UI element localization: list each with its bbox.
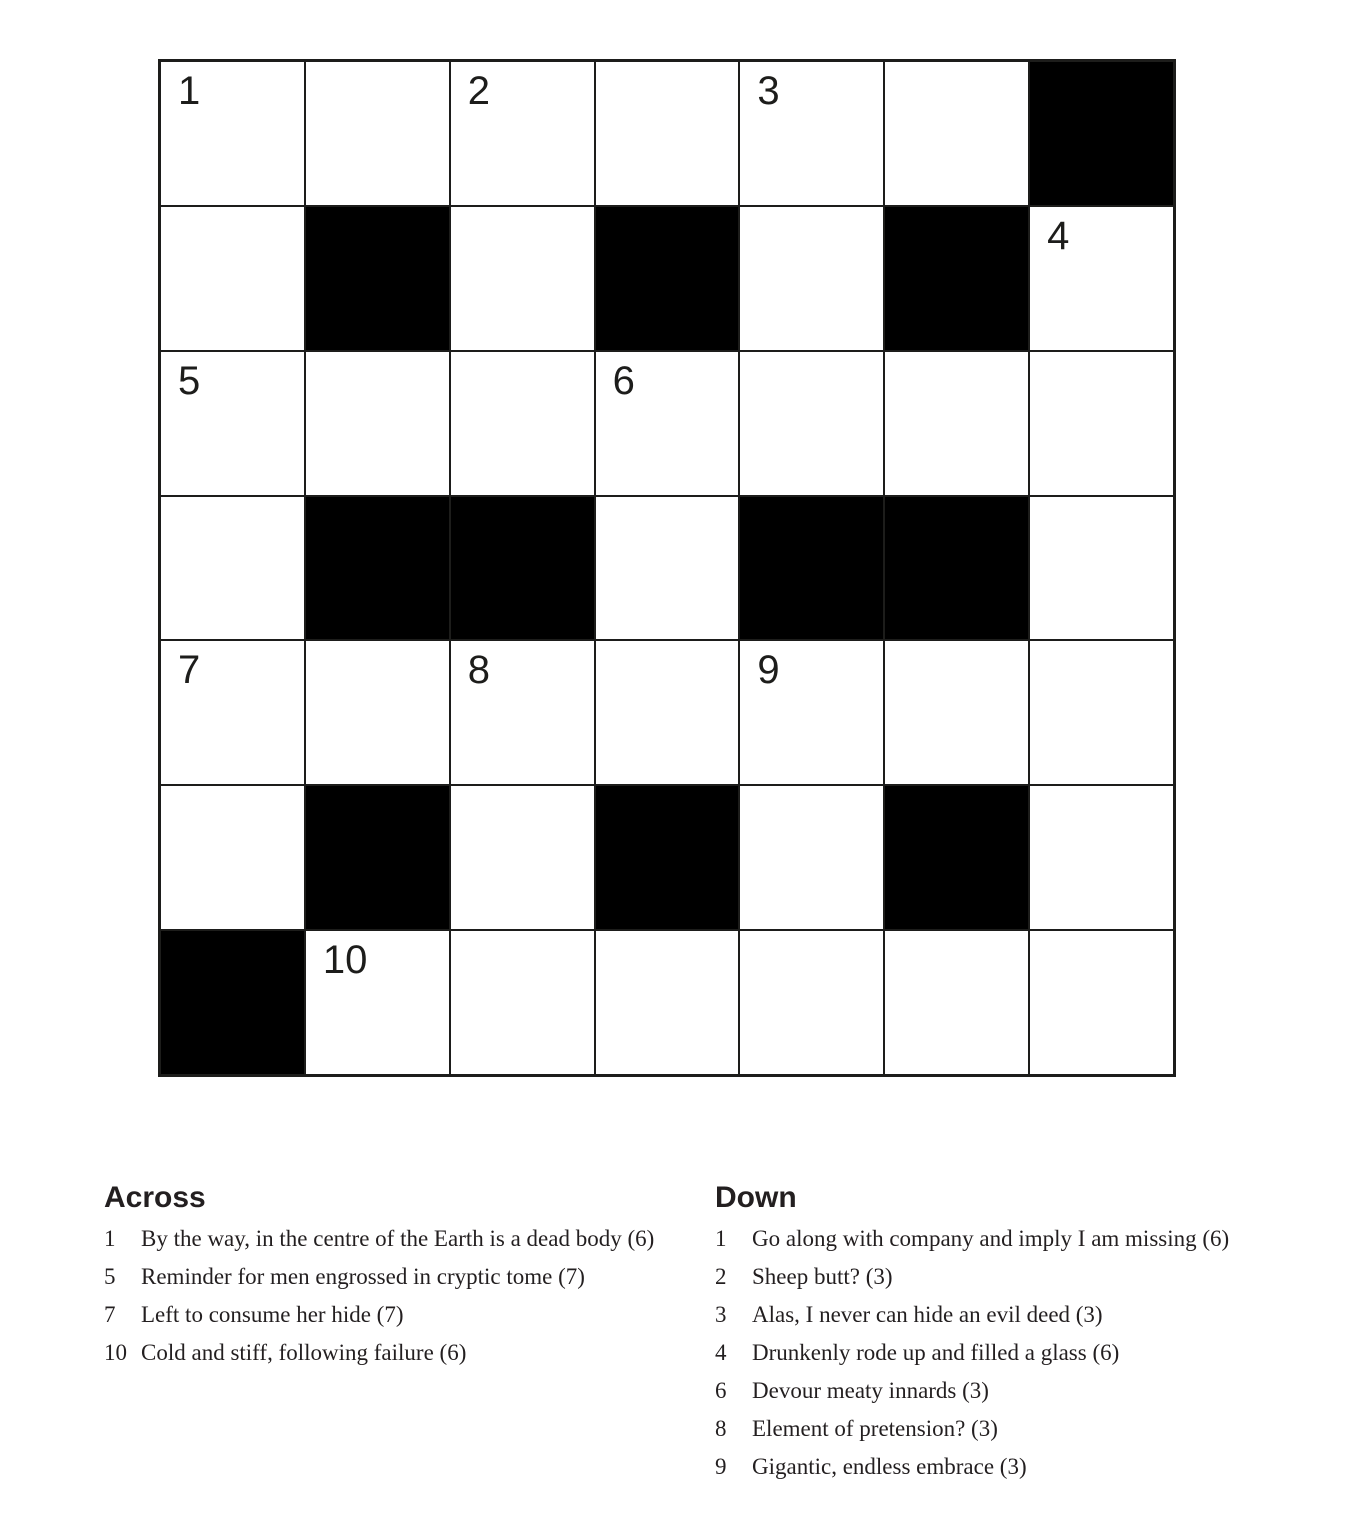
clue-text: Drunkenly rode up and filled a glass (6) (752, 1340, 1120, 1365)
clue-text: Go along with company and imply I am missing (6) (752, 1226, 1230, 1251)
grid-cell[interactable] (739, 206, 884, 351)
clue-text: By the way, in the centre of the Earth is a dead body (6) (141, 1226, 655, 1251)
cell-number: 5 (178, 358, 201, 403)
grid-cell[interactable] (1029, 351, 1174, 496)
grid-cell[interactable] (1029, 640, 1174, 785)
grid-cell[interactable] (1029, 496, 1174, 641)
grid-cell-black (884, 785, 1029, 930)
grid-cell-black (884, 496, 1029, 641)
across-clue-1 (104, 1220, 704, 1258)
cell-number: 7 (178, 648, 201, 693)
grid-cell-black (884, 206, 1029, 351)
across-clue-list (104, 1220, 704, 1372)
down-clue-list (715, 1220, 1315, 1486)
grid-cell-black (595, 785, 740, 930)
down-clue-1 (715, 1220, 1315, 1258)
grid-cell[interactable] (160, 206, 305, 351)
grid-cell[interactable] (595, 640, 740, 785)
across-heading: Across (104, 1181, 206, 1214)
grid-cell-black (1029, 61, 1174, 206)
across-clue-7 (104, 1296, 704, 1334)
down-clues-column (715, 1181, 1315, 1486)
clue-number: 3 (715, 1302, 727, 1327)
clue-text: Alas, I never can hide an evil deed (3) (752, 1302, 1103, 1327)
down-heading: Down (715, 1181, 797, 1214)
grid-cell[interactable] (450, 61, 595, 206)
grid-cell[interactable] (739, 785, 884, 930)
cell-number: 6 (612, 358, 635, 403)
grid-cell[interactable] (305, 351, 450, 496)
grid-cell-black (305, 496, 450, 641)
clue-number: 2 (715, 1264, 727, 1289)
cell-number: 4 (1047, 213, 1070, 258)
clue-text: Devour meaty innards (3) (752, 1378, 989, 1403)
grid-cell[interactable] (739, 640, 884, 785)
clue-number: 7 (104, 1302, 116, 1327)
cell-number: 10 (322, 938, 368, 983)
grid-cell[interactable] (305, 930, 450, 1075)
down-clue-8 (715, 1410, 1315, 1448)
grid-cell[interactable] (450, 351, 595, 496)
down-clue-6 (715, 1372, 1315, 1410)
grid-cell-black (305, 785, 450, 930)
clue-number: 9 (715, 1454, 727, 1479)
clue-number: 8 (715, 1416, 727, 1441)
crossword-grid (158, 59, 1176, 1077)
grid-cell[interactable] (160, 785, 305, 930)
grid-cell[interactable] (595, 930, 740, 1075)
grid-cell[interactable] (1029, 930, 1174, 1075)
clue-text: Left to consume her hide (7) (141, 1302, 404, 1327)
grid-cell-black (595, 206, 740, 351)
grid-cell-black (450, 496, 595, 641)
cell-number: 1 (178, 69, 201, 113)
grid-cell[interactable] (884, 61, 1029, 206)
grid-cell[interactable] (305, 61, 450, 206)
grid-cell-black (739, 496, 884, 641)
across-clues-column (104, 1181, 704, 1372)
grid-cell[interactable] (1029, 785, 1174, 930)
clue-number: 5 (104, 1264, 116, 1289)
grid-cell[interactable] (595, 351, 740, 496)
grid-cell[interactable] (884, 930, 1029, 1075)
clue-text: Element of pretension? (3) (752, 1416, 998, 1441)
down-clue-3 (715, 1296, 1315, 1334)
grid-cell[interactable] (450, 785, 595, 930)
grid-cell[interactable] (450, 930, 595, 1075)
grid-cell[interactable] (160, 640, 305, 785)
across-clue-5 (104, 1258, 704, 1296)
cell-number: 3 (757, 69, 780, 113)
cell-number: 2 (467, 69, 490, 113)
clue-number: 1 (104, 1226, 116, 1251)
clue-text: Reminder for men engrossed in cryptic tome (7) (141, 1264, 585, 1289)
grid-cell[interactable] (595, 61, 740, 206)
clue-number: 1 (715, 1226, 727, 1251)
clue-number: 6 (715, 1378, 727, 1403)
down-clue-2 (715, 1258, 1315, 1296)
grid-cell[interactable] (739, 930, 884, 1075)
down-clue-9 (715, 1448, 1315, 1486)
clue-number: 4 (715, 1340, 727, 1365)
grid-cell[interactable] (884, 640, 1029, 785)
across-clue-10 (104, 1334, 704, 1372)
cell-number: 9 (757, 648, 780, 693)
clue-text: Sheep butt? (3) (752, 1264, 893, 1289)
grid-cell[interactable] (884, 351, 1029, 496)
grid-cell[interactable] (160, 496, 305, 641)
grid-cell[interactable] (1029, 206, 1174, 351)
grid-cell[interactable] (450, 640, 595, 785)
grid-cell[interactable] (450, 206, 595, 351)
clue-text: Gigantic, endless embrace (3) (752, 1454, 1027, 1479)
grid-cell-black (305, 206, 450, 351)
grid-cell[interactable] (595, 496, 740, 641)
grid-cell[interactable] (305, 640, 450, 785)
clue-number: 10 (104, 1340, 127, 1365)
grid-cell[interactable] (160, 61, 305, 206)
grid-cell[interactable] (160, 351, 305, 496)
down-clue-4 (715, 1334, 1315, 1372)
cell-number: 8 (467, 648, 490, 693)
grid-cell[interactable] (739, 351, 884, 496)
grid-cell-black (160, 930, 305, 1075)
clue-text: Cold and stiff, following failure (6) (141, 1340, 467, 1365)
grid-cell[interactable] (739, 61, 884, 206)
